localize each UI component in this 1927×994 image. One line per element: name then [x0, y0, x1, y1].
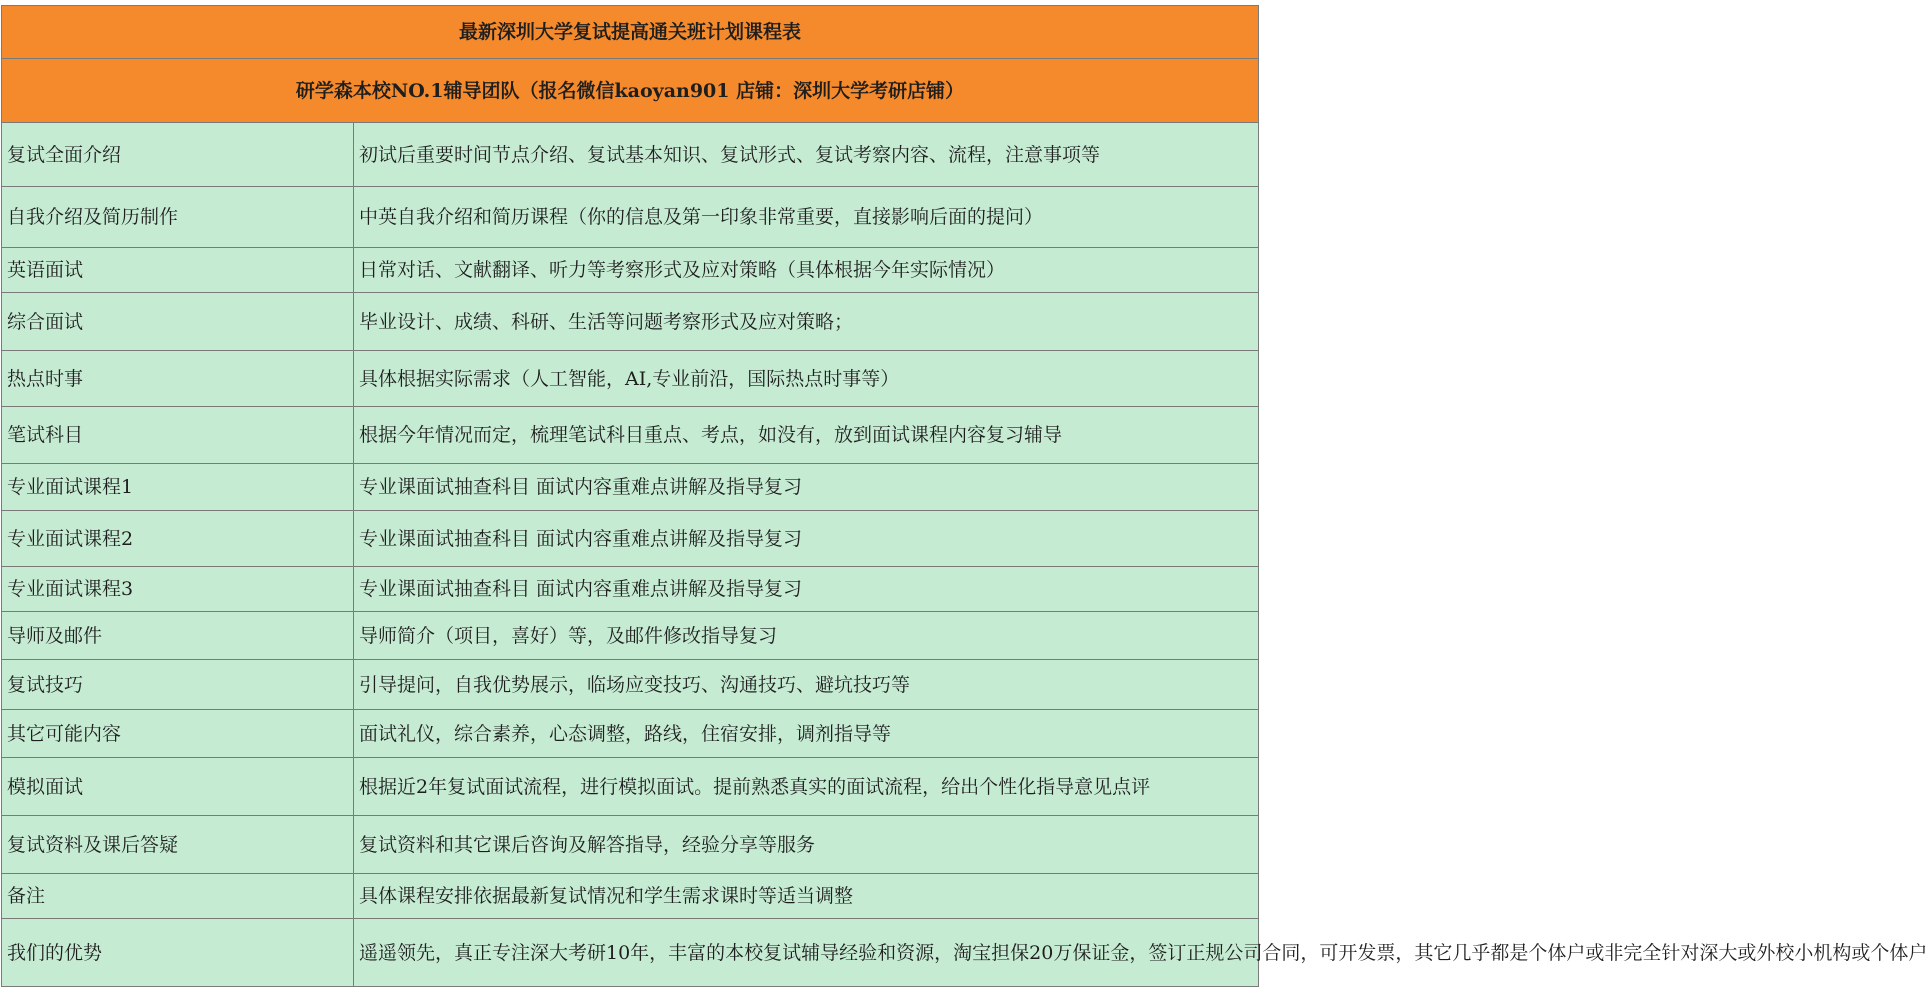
table-row — [2, 874, 1259, 919]
course-description: 导师简介（项目，喜好）等，及邮件修改指导复习 — [354, 612, 1259, 660]
course-description: 毕业设计、成绩、科研、生活等问题考察形式及应对策略； — [354, 293, 1259, 351]
course-description: 中英自我介绍和简历课程（你的信息及第一印象非常重要，直接影响后面的提问） — [354, 187, 1259, 248]
course-description: 专业课面试抽查科目 面试内容重难点讲解及指导复习 — [354, 567, 1259, 612]
course-item: 笔试科目 — [2, 407, 354, 464]
course-description: 复试资料和其它课后咨询及解答指导，经验分享等服务 — [354, 816, 1259, 874]
course-item: 热点时事 — [2, 351, 354, 407]
course-description: 具体根据实际需求（人工智能，AI,专业前沿，国际热点时事等） — [354, 351, 1259, 407]
course-description: 专业课面试抽查科目 面试内容重难点讲解及指导复习 — [354, 511, 1259, 567]
course-item: 导师及邮件 — [2, 612, 354, 660]
table-row — [2, 919, 1259, 987]
table-row — [2, 248, 1259, 293]
course-description: 根据近2年复试面试流程，进行模拟面试。提前熟悉真实的面试流程，给出个性化指导意见点评 — [354, 758, 1259, 816]
table-row — [2, 710, 1259, 758]
course-item: 备注 — [2, 874, 354, 919]
course-description: 初试后重要时间节点介绍、复试基本知识、复试形式、复试考察内容、流程，注意事项等 — [354, 123, 1259, 187]
course-item: 复试技巧 — [2, 660, 354, 710]
subtitle-row — [2, 59, 1259, 123]
course-item: 其它可能内容 — [2, 710, 354, 758]
table-row — [2, 293, 1259, 351]
course-item: 英语面试 — [2, 248, 354, 293]
course-item: 我们的优势 — [2, 919, 354, 987]
table-row — [2, 612, 1259, 660]
table-row — [2, 187, 1259, 248]
table-row — [2, 758, 1259, 816]
table-row — [2, 660, 1259, 710]
course-item: 复试资料及课后答疑 — [2, 816, 354, 874]
table-row — [2, 123, 1259, 187]
course-item: 复试全面介绍 — [2, 123, 354, 187]
schedule-subtitle: 研学森本校NO.1辅导团队（报名微信kaoyan901 店铺：深圳大学考研店铺） — [2, 59, 1259, 123]
table-row — [2, 351, 1259, 407]
course-schedule-table — [1, 5, 1927, 987]
title-row — [2, 6, 1259, 59]
course-item: 模拟面试 — [2, 758, 354, 816]
course-item: 自我介绍及简历制作 — [2, 187, 354, 248]
schedule-title: 最新深圳大学复试提高通关班计划课程表 — [2, 6, 1259, 59]
course-description: 日常对话、文献翻译、听力等考察形式及应对策略（具体根据今年实际情况） — [354, 248, 1259, 293]
table-row — [2, 511, 1259, 567]
course-description: 根据今年情况而定，梳理笔试科目重点、考点，如没有，放到面试课程内容复习辅导 — [354, 407, 1259, 464]
table-row — [2, 567, 1259, 612]
course-item: 专业面试课程3 — [2, 567, 354, 612]
course-description: 专业课面试抽查科目 面试内容重难点讲解及指导复习 — [354, 464, 1259, 511]
course-description: 引导提问，自我优势展示，临场应变技巧、沟通技巧、避坑技巧等 — [354, 660, 1259, 710]
course-item: 专业面试课程2 — [2, 511, 354, 567]
course-description: 遥遥领先，真正专注深大考研10年，丰富的本校复试辅导经验和资源，淘宝担保20万保证金，签订正规公司合同，可开发票，其它几乎都是个体户或非完全针对深大或外校小机构或个体户 — [354, 919, 1259, 987]
table-row — [2, 407, 1259, 464]
table-row — [2, 816, 1259, 874]
course-item: 专业面试课程1 — [2, 464, 354, 511]
course-description: 面试礼仪，综合素养，心态调整，路线，住宿安排，调剂指导等 — [354, 710, 1259, 758]
course-item: 综合面试 — [2, 293, 354, 351]
course-description: 具体课程安排依据最新复试情况和学生需求课时等适当调整 — [354, 874, 1259, 919]
table-row — [2, 464, 1259, 511]
